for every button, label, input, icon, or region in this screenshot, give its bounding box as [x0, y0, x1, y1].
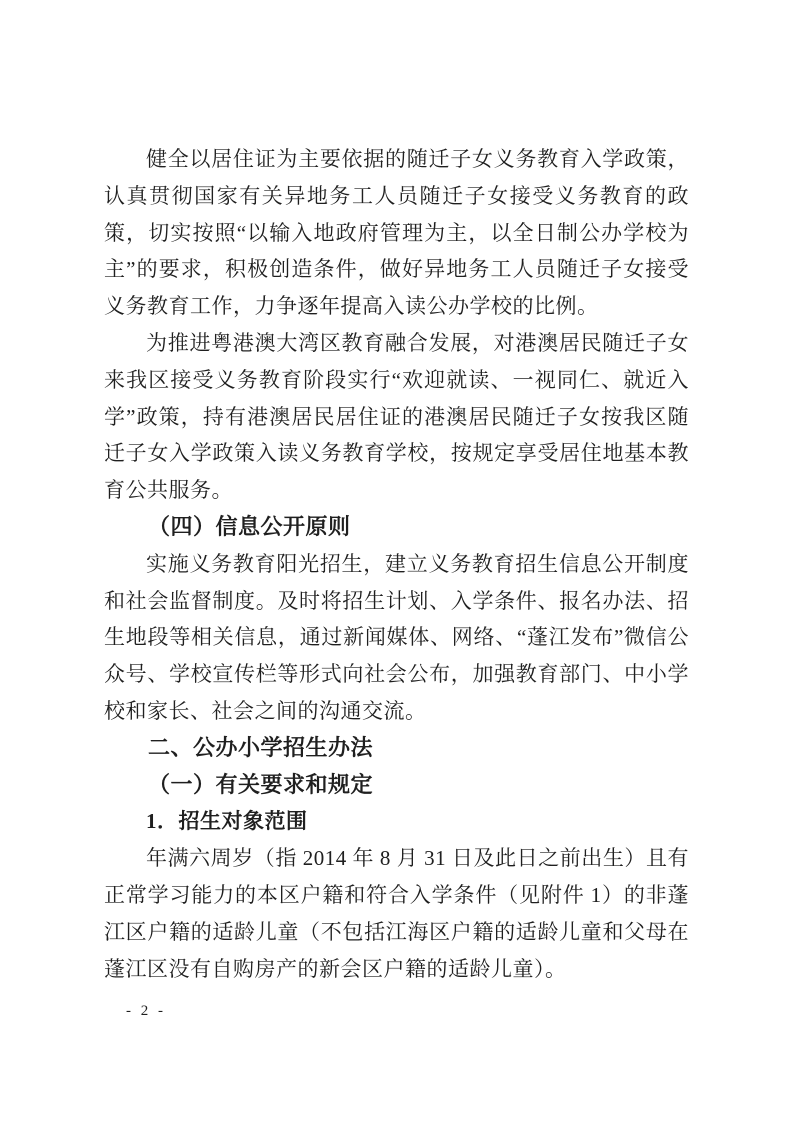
heading-requirements-and-rules: （一）有关要求和规定	[148, 771, 374, 797]
heading-enrollment-target-scope: 1．招生对象范围	[146, 809, 308, 834]
heading-section-2-public-primary-enrollment: 二、公办小学招生办法	[148, 734, 374, 760]
heading-info-disclosure-principle: （四）信息公开原则	[148, 513, 351, 539]
paragraph-gba-policy: 为推进粤港澳大湾区教育融合发展，对港澳居民随迁子女来我区接受义务教育阶段实行“欢迎就读、一视同仁、就近入学”政策，持有港澳居民居住证的港澳居民随迁子女按我区随迁子女入学政策入读义务教育学校，按规定享受居住地基本教育公共服务。	[104, 330, 689, 503]
paragraph-enrollment-scope: 年满六周岁（指 2014 年 8 月 31 日及此日之前出生）且有正常学习能力的本区户籍和符合入学条件（见附件 1）的非蓬江区户籍的适龄儿童（不包括江海区户籍的适龄儿童和父母在蓬江区没有自购房产的新会区户籍的适龄儿童）。	[104, 846, 689, 981]
paragraph-residence-policy: 健全以居住证为主要依据的随迁子女义务教育入学政策，认真贯彻国家有关异地务工人员随迁子女接受义务教育的政策，切实按照“以输入地政府管理为主，以全日制公办学校为主”的要求，积极创造条件，做好异地务工人员随迁子女接受义务教育工作，力争逐年提高入读公办学校的比例。	[104, 147, 689, 319]
page-number: - 2 -	[126, 1003, 166, 1019]
document-body	[104, 141, 689, 987]
paragraph-info-disclosure: 实施义务教育阳光招生，建立义务教育招生信息公开制度和社会监督制度。及时将招生计划、入学条件、报名办法、招生地段等相关信息，通过新闻媒体、网络、“蓬江发布”微信公众号、学校宣传栏等形式向社会公布，加强教育部门、中小学校和家长、社会之间的沟通交流。	[104, 551, 689, 723]
